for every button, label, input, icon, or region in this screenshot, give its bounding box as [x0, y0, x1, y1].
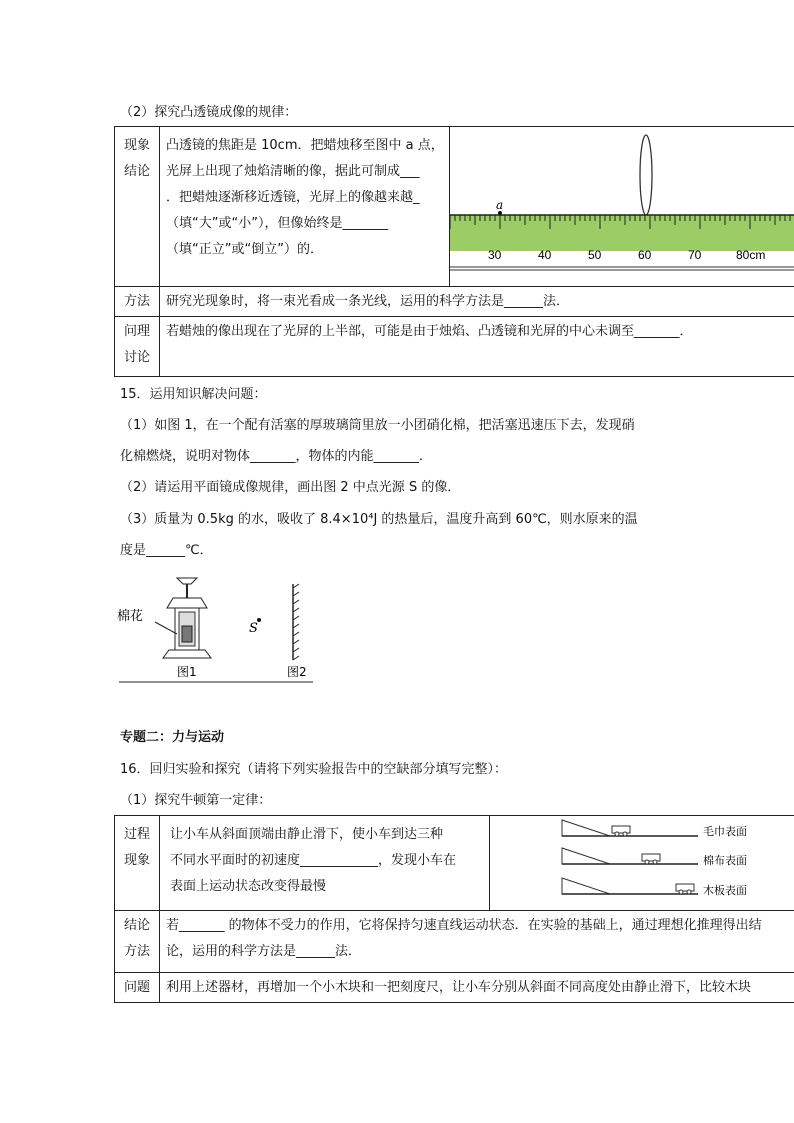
discussion-text: 若蜡烛的像出现在了光屏的上半部，可能是由于烛焰、凸透镜和光屏的中心未调至_______．	[160, 317, 794, 377]
label-line: 现象	[123, 138, 150, 153]
label-phenomenon-conclusion	[115, 127, 160, 287]
s15-p1b: 化棉燃烧，说明对物体_______，物体的内能_______．	[120, 449, 433, 464]
surface-label: 棉布表面	[703, 854, 747, 867]
phenomenon-text	[160, 127, 450, 287]
fig1-caption: 图1	[177, 665, 197, 679]
s16-sub: （1）探究牛顿第一定律：	[120, 793, 272, 808]
lens-ruler-figure	[450, 127, 794, 287]
text-line: ．把蜡烛逐渐移近透镜，光屏上的像越来越_	[166, 190, 420, 205]
tick-label: 40	[538, 248, 552, 262]
newton-law-table	[114, 815, 794, 1003]
label-line: 结论	[123, 918, 150, 933]
point-a-label: a	[496, 198, 504, 212]
label-line: 方法	[123, 944, 150, 959]
incline-wood	[562, 878, 698, 894]
lens-experiment-table	[114, 126, 794, 377]
figures-1-2	[115, 572, 320, 687]
tick-label: 50	[588, 248, 602, 262]
label-line: 结论	[123, 164, 150, 179]
text-line: 若_______ 的物体不受力的作用，它将保持匀速直线运动状态．在实验的基础上，通过理想化推理得出结	[166, 918, 762, 933]
ruler-body	[450, 215, 794, 251]
process-text	[160, 816, 490, 911]
surface-label: 木板表面	[703, 884, 747, 897]
s15-p2: （2）请运用平面镜成像规律，画出图 2 中点光源 S 的像．	[120, 480, 461, 495]
text-line: 让小车从斜面顶端由静止滑下，使小车到达三种	[170, 827, 444, 842]
text-line: 表面上运动状态改变得最慢	[170, 879, 327, 894]
tick-label: 60	[638, 248, 652, 262]
conclusion-text	[160, 911, 794, 973]
point-s-label: S	[249, 621, 258, 636]
fig2-caption: 图2	[287, 665, 307, 679]
label-process	[115, 816, 160, 911]
tick-label: 30	[488, 248, 502, 262]
label-line: 问理	[123, 324, 150, 339]
label-method: 方法	[115, 287, 160, 317]
incline-figure	[490, 816, 794, 911]
tick-label: 80cm	[736, 248, 766, 262]
incline-cotton	[562, 848, 698, 864]
label-discussion	[115, 317, 160, 377]
s16-title: 16．回归实验和探究（请将下列实验报告中的空缺部分填写完整）：	[120, 762, 508, 777]
label-conclusion-method	[115, 911, 160, 973]
text-line: 不同水平面时的初速度____________，发现小车在	[170, 853, 457, 868]
s15-title: 15．运用知识解决问题：	[120, 387, 267, 402]
s14-heading: （2）探究凸透镜成像的规律：	[120, 105, 298, 120]
s15-p1a: （1）如图 1，在一个配有活塞的厚玻璃筒里放一小团硝化棉，把活塞迅速压下去，发现硝	[120, 418, 635, 433]
surface-label: 毛巾表面	[703, 825, 747, 838]
method-text: 研究光现象时，将一束光看成一条光线，运用的科学方法是______法．	[160, 287, 794, 317]
s15-p3a: （3）质量为 0.5kg 的水，吸收了 8.4×10⁴J 的热量后，温度升高到 60℃，则水原来的温	[120, 512, 638, 527]
convex-lens	[640, 135, 652, 215]
optical-bench-svg	[450, 127, 794, 285]
plane-mirror	[293, 584, 299, 660]
topic2-heading: 专题二：力与运动	[120, 730, 225, 745]
tick-label: 70	[688, 248, 702, 262]
text-line: 光屏上出现了烛焰清晰的像，据此可制成___	[166, 164, 420, 179]
text-line: 论，运用的科学方法是______法．	[166, 944, 362, 959]
s15-p3b: 度是______℃．	[120, 543, 213, 558]
question-text: 利用上述器材，再增加一个小木块和一把刻度尺，让小车分别从斜面不同高度处由静止滑下，比较木块	[160, 973, 794, 1003]
incline-towel	[562, 820, 698, 836]
text-line: 凸透镜的焦距是 10cm．把蜡烛移至图中 a 点，	[166, 138, 444, 153]
label-question: 问题	[115, 973, 160, 1003]
label-line: 讨论	[123, 350, 150, 365]
incline-svg	[490, 816, 794, 909]
label-line: 过程	[123, 827, 150, 842]
text-line: （填“正立”或“倒立”）的．	[166, 242, 323, 257]
text-line: （填“大”或“小”），但像始终是_______	[166, 216, 388, 231]
label-line: 现象	[123, 853, 150, 868]
cotton-label: 棉花	[117, 609, 144, 624]
piston-cylinder-figure	[155, 578, 211, 658]
